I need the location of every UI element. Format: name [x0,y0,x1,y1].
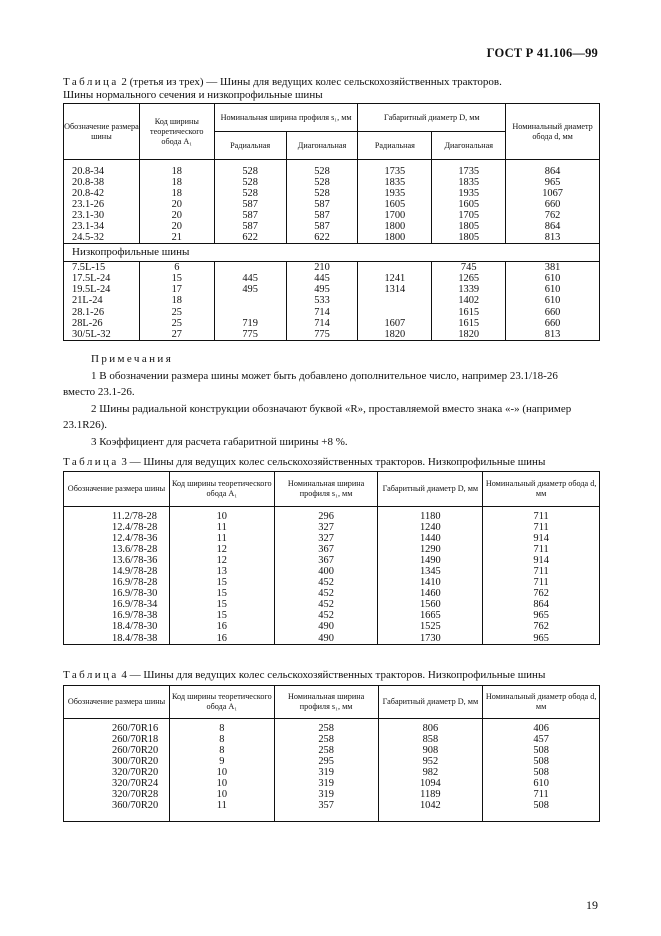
cell: 10 [169,789,274,800]
table-row [64,522,600,533]
note-1-line-2: вместо 23.1-26. [63,386,135,398]
cell: 587 [214,221,286,232]
cell: 8 [169,734,274,745]
cell: 357 [274,800,378,811]
cell: 6 [139,262,214,274]
table-row [64,511,600,522]
cell: 495 [286,284,358,295]
cell: 864 [506,221,600,232]
table-row [64,789,600,800]
cell: 260/70R16 [112,722,159,734]
cell: 528 [286,177,358,188]
cell: 1042 [378,800,483,811]
table-row [64,756,600,767]
table4 [63,685,600,822]
cell: 914 [483,555,600,566]
cell: 327 [274,533,378,544]
cell: 711 [483,789,600,800]
cell: 16.9/78-38 [112,610,158,622]
t2-h-diameter-group: Габаритный диаметр D, мм [358,104,506,132]
cell: 1067 [506,188,600,199]
cell: 14.9/78-28 [112,565,158,577]
cell: 15 [169,577,274,588]
cell: 1800 [358,221,432,232]
table2-caption-prefix: Таблица [63,76,119,88]
cell [358,262,432,274]
cell: 1094 [378,778,483,789]
cell: 610 [506,295,600,306]
t4-h-designation: Обозначение размера шины [67,697,166,706]
table-row [64,329,600,341]
table-row [64,544,600,555]
cell: 1730 [378,633,483,645]
cell: 660 [506,318,600,329]
cell: 452 [274,610,378,621]
t2-h-diam-diagonal: Диагональная [432,132,506,160]
cell: 762 [506,210,600,221]
cell: 260/70R18 [112,733,159,745]
cell: 711 [483,577,600,588]
cell: 23.1-30 [72,209,105,221]
page-number: 19 [586,898,598,912]
note-2-line-2: 23.1R26). [63,419,107,431]
cell: 610 [506,273,600,284]
cell: 8 [169,723,274,734]
cell: 15 [169,588,274,599]
cell: 320/70R24 [112,777,159,789]
cell: 20 [139,221,214,232]
cell: 1735 [358,166,432,177]
cell: 1615 [432,318,506,329]
cell: 1180 [378,511,483,522]
table-row [64,262,600,274]
cell: 7.5L-15 [72,262,106,274]
cell: 745 [432,262,506,274]
table-row [64,734,600,745]
cell: 28L-26 [72,317,103,329]
table2-caption-line2: Шины нормального сечения и низкопрофильные шины [63,89,323,101]
cell: 23.1-34 [72,220,105,232]
table-row [64,555,600,566]
table2 [63,103,600,341]
cell: 12 [169,544,274,555]
note-1-line-1: 1 В обозначении размера шины может быть добавлено дополнительное число, например 23.1/18-26 [91,369,558,382]
table-row [64,199,600,210]
cell: 1440 [378,533,483,544]
cell: 319 [274,789,378,800]
cell: 1240 [378,522,483,533]
table-row [64,221,600,232]
notes-block [63,351,601,450]
t2-h-width-group: Номинальная ширина профиля s₁, мм [214,104,358,132]
cell: 320/70R20 [112,766,159,778]
cell: 18 [139,295,214,306]
cell: 775 [214,329,286,341]
cell: 1615 [432,307,506,318]
table-row [64,745,600,756]
cell: 16.9/78-34 [112,599,158,611]
cell: 660 [506,199,600,210]
cell: 982 [378,767,483,778]
cell: 10 [169,778,274,789]
cell: 490 [274,621,378,632]
table2-caption [63,76,502,102]
cell: 10 [169,767,274,778]
cell: 445 [286,273,358,284]
cell: 1241 [358,273,432,284]
cell: 16 [169,621,274,632]
table3-caption-prefix: Таблица [63,456,119,468]
cell: 258 [274,745,378,756]
cell: 12 [169,555,274,566]
cell: 508 [483,800,600,811]
t4-h-width: Номинальная ширина профиля s₁, мм [274,686,378,719]
cell: 1605 [358,199,432,210]
cell: 806 [378,723,483,734]
cell: 17.5L-24 [72,273,111,285]
cell: 1189 [378,789,483,800]
standard-header: ГОСТ Р 41.106—99 [486,46,598,60]
table-row [64,166,600,177]
table-row [64,295,600,306]
t3-h-rim-code: Код ширины теоретического обода A₁ [169,472,274,507]
cell: 12.4/78-36 [112,532,158,544]
cell: 258 [274,723,378,734]
table3 [63,471,600,645]
cell: 508 [483,745,600,756]
t2-h-diam-radial: Радиальная [358,132,432,160]
t2-h-rim-code: Код ширины теоретического обода A₁ [139,104,214,160]
cell: 714 [286,307,358,318]
cell: 528 [286,188,358,199]
cell: 1805 [432,232,506,244]
note-3: 3 Коэффициент для расчета габаритной ширины +8 %. [91,435,348,448]
cell [358,307,432,318]
cell: 1460 [378,588,483,599]
t4-h-diameter: Габаритный диаметр D, мм [378,686,483,719]
cell: 914 [483,533,600,544]
table-row [64,566,600,577]
t3-h-diameter: Габаритный диаметр D, мм [378,472,483,507]
cell: 1265 [432,273,506,284]
cell: 1314 [358,284,432,295]
cell: 587 [214,199,286,210]
table-row [64,533,600,544]
cell: 260/70R20 [112,744,159,756]
cell: 864 [506,166,600,177]
cell: 1490 [378,555,483,566]
cell: 457 [483,734,600,745]
cell: 13 [169,566,274,577]
cell: 30/5L-32 [72,328,111,340]
table4-caption [63,669,545,682]
cell: 20 [139,199,214,210]
cell: 1525 [378,621,483,632]
cell [214,262,286,274]
cell: 25 [139,307,214,318]
cell: 1835 [358,177,432,188]
table-row [64,177,600,188]
cell: 445 [214,273,286,284]
table-row [64,232,600,244]
t3-h-rim-diameter: Номинальный диаметр обода d, мм [483,472,600,507]
cell: 15 [169,599,274,610]
cell: 11 [169,522,274,533]
cell: 1705 [432,210,506,221]
cell: 320/70R28 [112,789,159,801]
cell: 11 [169,800,274,811]
cell: 13.6/78-28 [112,543,158,555]
table2-subheading: Низкопрофильные шины [72,246,190,259]
cell: 18.4/78-38 [112,632,158,644]
table-row [64,188,600,199]
cell: 1805 [432,221,506,232]
table-row [64,273,600,284]
table3-caption [63,456,545,469]
cell: 1800 [358,232,432,244]
cell: 528 [214,166,286,177]
cell: 622 [286,232,358,244]
cell: 258 [274,734,378,745]
cell: 1700 [358,210,432,221]
cell: 23.1-26 [72,198,105,210]
table-row [64,307,600,318]
cell: 1935 [432,188,506,199]
cell: 20.8-34 [72,165,105,177]
cell: 1605 [432,199,506,210]
cell: 965 [506,177,600,188]
cell: 360/70R20 [112,800,159,812]
cell: 12.4/78-28 [112,521,158,533]
cell: 1820 [358,329,432,341]
cell: 1835 [432,177,506,188]
cell: 295 [274,756,378,767]
cell: 719 [214,318,286,329]
table3-caption-rest: 3 — Шины для ведущих колес сельскохозяйственных тракторов. Низкопрофильные шины [121,456,546,468]
cell: 15 [169,610,274,621]
cell: 1560 [378,599,483,610]
table-row [64,621,600,632]
cell: 528 [214,188,286,199]
cell: 9 [169,756,274,767]
cell: 16.9/78-28 [112,577,158,589]
table-row [64,599,600,610]
cell: 508 [483,767,600,778]
table-row [64,588,600,599]
cell: 908 [378,745,483,756]
cell: 327 [274,522,378,533]
cell: 210 [286,262,358,274]
cell: 858 [378,734,483,745]
cell: 1402 [432,295,506,306]
cell: 11 [169,533,274,544]
cell: 587 [286,210,358,221]
cell: 452 [274,599,378,610]
cell: 1345 [378,566,483,577]
cell: 300/70R20 [112,755,159,767]
cell: 18.4/78-30 [112,621,158,633]
cell: 622 [214,232,286,244]
table-row [64,633,600,645]
table-row [64,577,600,588]
cell: 762 [483,621,600,632]
cell: 20.8-42 [72,187,105,199]
cell: 1735 [432,166,506,177]
cell: 587 [214,210,286,221]
cell: 813 [506,329,600,341]
t3-h-designation: Обозначение размера шины [67,484,166,493]
cell: 17 [139,284,214,295]
cell: 319 [274,778,378,789]
cell: 381 [506,262,600,274]
cell: 8 [169,745,274,756]
cell: 25 [139,318,214,329]
t2-h-width-radial: Радиальная [214,132,286,160]
cell: 1290 [378,544,483,555]
cell: 490 [274,633,378,645]
table4-caption-rest: 4 — Шины для ведущих колес сельскохозяйственных тракторов. Низкопрофильные шины [121,669,546,681]
cell: 533 [286,295,358,306]
cell [214,295,286,306]
cell: 528 [214,177,286,188]
cell: 367 [274,555,378,566]
cell: 711 [483,522,600,533]
cell: 660 [506,307,600,318]
table-row [64,610,600,621]
cell: 400 [274,566,378,577]
cell: 587 [286,199,358,210]
cell: 18 [139,166,214,177]
cell: 1410 [378,577,483,588]
cell: 16.9/78-30 [112,588,158,600]
cell: 714 [286,318,358,329]
cell: 965 [483,633,600,645]
cell: 18 [139,177,214,188]
cell: 1665 [378,610,483,621]
cell: 1820 [432,329,506,341]
cell: 1935 [358,188,432,199]
cell: 13.6/78-36 [112,554,158,566]
cell: 952 [378,756,483,767]
cell: 452 [274,577,378,588]
table-row [64,767,600,778]
cell: 528 [286,166,358,177]
table-row [64,210,600,221]
cell: 775 [286,329,358,341]
cell: 452 [274,588,378,599]
cell: 965 [483,610,600,621]
cell: 27 [139,329,214,341]
cell: 21 [139,232,214,244]
table4-caption-prefix: Таблица [63,669,119,681]
cell: 711 [483,511,600,522]
notes-title: Примечания [91,353,174,365]
cell: 11.2/78-28 [112,510,157,522]
cell: 762 [483,588,600,599]
cell: 495 [214,284,286,295]
cell: 19.5L-24 [72,284,111,296]
cell: 18 [139,188,214,199]
cell: 296 [274,511,378,522]
cell: 24.5-32 [72,232,105,244]
table-row [64,778,600,789]
table-row [64,284,600,295]
cell: 1607 [358,318,432,329]
cell: 610 [506,284,600,295]
table-row [64,800,600,811]
table-row [64,723,600,734]
cell: 1339 [432,284,506,295]
cell: 15 [139,273,214,284]
cell: 28.1-26 [72,306,105,318]
t3-h-width: Номинальная ширина профиля s₁, мм [274,472,378,507]
t2-h-designation: Обозначение размера шины [64,121,139,141]
cell: 711 [483,544,600,555]
t2-h-rim-diameter: Номинальный диаметр обода d, мм [506,104,600,160]
cell: 367 [274,544,378,555]
t4-h-rim-code: Код ширины теоретического обода A₁ [169,686,274,719]
cell: 21L-24 [72,295,103,307]
t2-h-width-diagonal: Диагональная [286,132,358,160]
cell: 813 [506,232,600,244]
cell: 711 [483,566,600,577]
cell: 20 [139,210,214,221]
table-row [64,318,600,329]
t4-h-rim-diameter: Номинальный диаметр обода d, мм [483,686,600,719]
cell: 10 [169,511,274,522]
cell: 406 [483,723,600,734]
table2-caption-rest: 2 (третья из трех) — Шины для ведущих колес сельскохозяйственных тракторов. [121,76,502,88]
cell: 587 [286,221,358,232]
cell: 864 [483,599,600,610]
cell: 508 [483,756,600,767]
cell: 610 [483,778,600,789]
note-2-line-1: 2 Шины радиальной конструкции обозначают буквой «R», проставляемой вместо знака «-» (например [91,402,572,415]
cell: 319 [274,767,378,778]
cell [358,295,432,306]
cell [214,307,286,318]
cell: 16 [169,633,274,645]
cell: 20.8-38 [72,176,105,188]
